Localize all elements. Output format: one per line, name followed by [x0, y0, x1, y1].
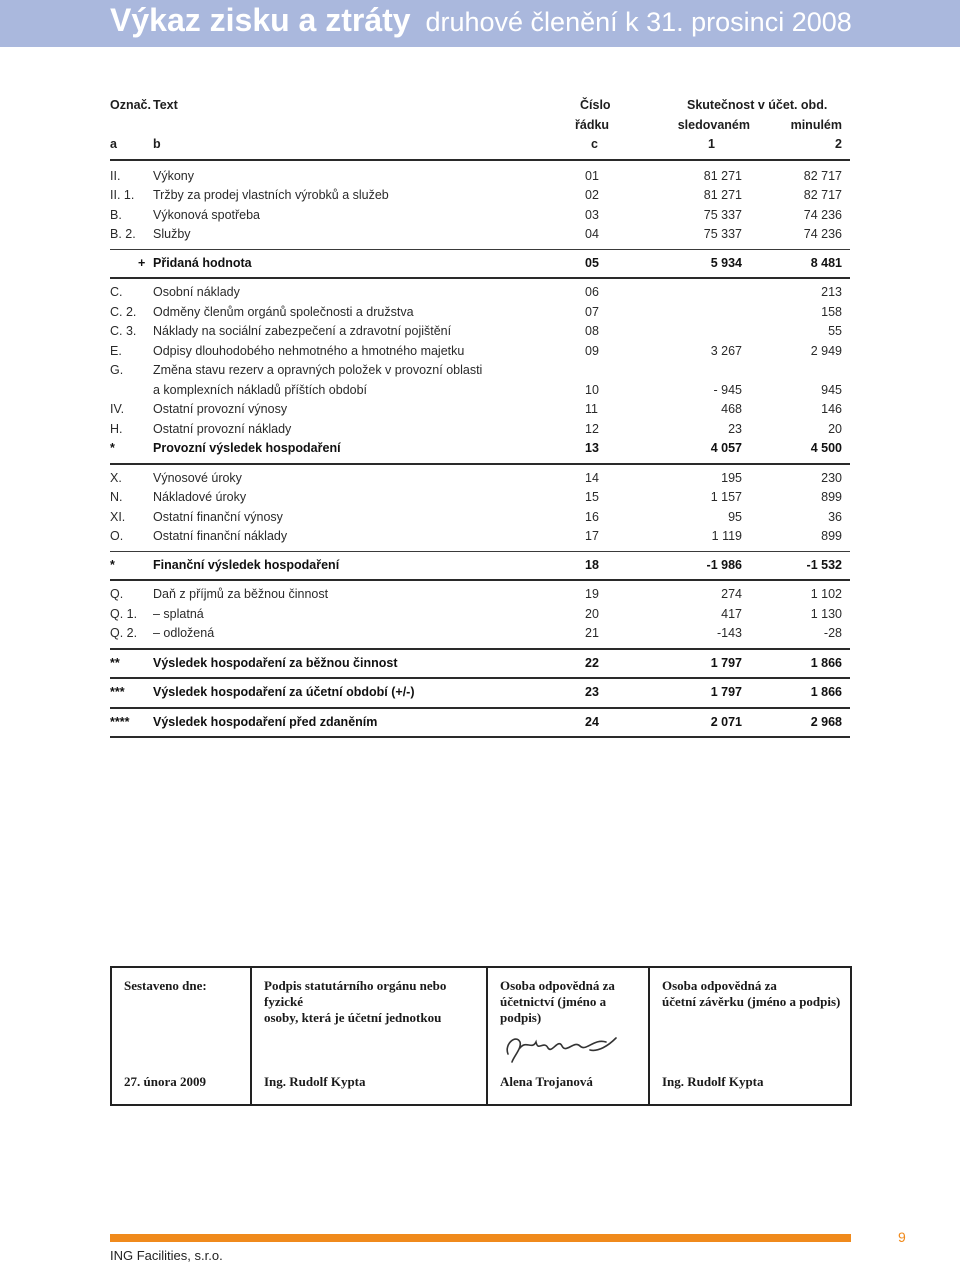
signature-col-closing — [648, 968, 850, 1104]
col-number-2: 2 — [835, 137, 842, 151]
table-row — [110, 303, 850, 323]
row-number: 14 — [585, 470, 599, 485]
closing-label — [662, 978, 840, 1010]
table-row — [110, 361, 850, 381]
row-current: 1 119 — [711, 529, 742, 543]
signature-box — [110, 966, 852, 1106]
row-previous: 20 — [828, 421, 842, 436]
row-mark: E. — [110, 343, 122, 358]
row-number: 03 — [585, 207, 599, 222]
row-number: 02 — [585, 188, 599, 202]
row-number: 19 — [585, 587, 599, 601]
row-mark: **** — [110, 714, 130, 729]
row-previous: 1 866 — [810, 655, 842, 670]
row-number: 04 — [585, 227, 599, 241]
row-current: 1 157 — [710, 490, 742, 504]
col-header-group: Skutečnost v účet. obd. — [687, 98, 828, 112]
row-number: 12 — [585, 421, 599, 436]
row-mark: * — [110, 557, 115, 572]
row-previous: 36 — [828, 509, 842, 524]
signature-col-date — [112, 968, 250, 1104]
statutory-name: Ing. Rudolf Kypta — [264, 1074, 366, 1089]
row-text: Náklady na sociální zabezpečení a zdravotní pojištění — [153, 324, 452, 338]
row-previous: 230 — [821, 470, 842, 485]
row-mark: X. — [110, 470, 122, 485]
row-text: Provozní výsledek hospodaření — [153, 441, 341, 455]
row-mark: B. 2. — [110, 227, 136, 241]
row-current: 81 271 — [703, 188, 742, 202]
col-header-mark: Označ. — [110, 98, 151, 112]
row-text: Finanční výsledek hospodaření — [153, 557, 340, 572]
row-number: 08 — [585, 324, 599, 338]
statutory-label-line: osoby, která je účetní jednotkou — [264, 1010, 442, 1025]
row-number: 15 — [585, 490, 599, 504]
row-mark: C. — [110, 285, 123, 299]
row-current: 417 — [721, 606, 742, 621]
accounting-label-line: podpis) — [500, 1010, 542, 1025]
date-value: 27. února 2009 — [124, 1074, 206, 1089]
row-current: 75 337 — [703, 207, 742, 222]
row-previous: 74 236 — [803, 227, 842, 241]
row-current: -1 986 — [706, 557, 742, 572]
table-row-total — [110, 254, 850, 274]
col-letter-a: a — [110, 137, 117, 151]
accounting-label-line: Osoba odpovědná za — [500, 978, 615, 993]
closing-label-line: Osoba odpovědná za — [662, 978, 777, 993]
row-text: Služby — [153, 227, 191, 241]
col-header-number: Číslo — [580, 98, 611, 112]
col-header-previous: minulém — [790, 117, 842, 132]
col-letter-c: c — [591, 137, 598, 151]
table-row — [110, 381, 850, 401]
row-previous: 945 — [821, 382, 842, 397]
row-current: - 945 — [713, 382, 742, 397]
table-header-row — [110, 116, 850, 136]
row-mark: N. — [110, 490, 123, 504]
table-row — [110, 585, 850, 605]
table-row — [110, 186, 850, 206]
row-text: Ostatní finanční výnosy — [153, 509, 283, 524]
row-mark: C. 3. — [110, 324, 137, 338]
row-text: – odložená — [153, 626, 215, 640]
closing-label-line: účetní závěrku (jméno a podpis) — [662, 994, 841, 1009]
table-row — [110, 342, 850, 362]
row-number: 07 — [585, 304, 599, 319]
row-text: a komplexních nákladů příštích období — [153, 382, 368, 397]
row-number: 06 — [585, 285, 599, 299]
divider — [110, 736, 850, 738]
row-mark: G. — [110, 363, 124, 377]
row-previous: 1 102 — [810, 587, 842, 601]
row-text: Změna stavu rezerv a opravných položek v provozní oblasti — [153, 363, 483, 377]
row-previous: 82 717 — [803, 188, 842, 202]
row-mark: II. — [110, 168, 121, 183]
accounting-name: Alena Trojanová — [500, 1074, 593, 1089]
row-current: 274 — [721, 587, 742, 601]
row-previous: 899 — [821, 529, 842, 543]
row-text: Tržby za prodej vlastních výrobků a služeb — [153, 188, 389, 202]
row-mark: H. — [110, 421, 123, 436]
row-previous: 2 968 — [810, 714, 842, 729]
row-text: Ostatní provozní náklady — [153, 421, 292, 436]
row-mark: Q. — [110, 587, 124, 601]
row-previous: 1 130 — [810, 606, 842, 621]
row-text: Výsledek hospodaření za účetní období (+/-) — [153, 685, 415, 699]
row-previous: 2 949 — [810, 343, 842, 358]
table-row — [110, 400, 850, 420]
row-current: -143 — [716, 626, 742, 640]
signature-col-accounting — [486, 968, 648, 1104]
row-current: 81 271 — [703, 168, 742, 183]
table-row — [110, 167, 850, 187]
row-text: Výsledek hospodaření před zdaněním — [153, 714, 378, 729]
title-subtitle: druhové členění k 31. prosinci 2008 — [425, 7, 852, 37]
col-number-1: 1 — [708, 137, 715, 151]
row-number: 09 — [585, 343, 599, 358]
row-current: 75 337 — [703, 227, 742, 241]
row-number: 10 — [585, 382, 599, 397]
row-previous: 1 866 — [810, 685, 842, 699]
table-row-total — [110, 713, 850, 733]
row-number: 01 — [585, 168, 599, 183]
table-row — [110, 206, 850, 226]
row-mark: IV. — [110, 402, 125, 416]
row-current: 23 — [728, 421, 742, 436]
row-number: 11 — [585, 402, 598, 416]
table-row — [110, 508, 850, 528]
row-text: Daň z příjmů za běžnou činnost — [153, 587, 329, 601]
row-current: 3 267 — [710, 343, 742, 358]
row-mark: *** — [110, 685, 125, 699]
row-mark: * — [110, 441, 115, 455]
accounting-label — [500, 978, 615, 1026]
row-current: 95 — [728, 509, 742, 524]
table-header-row — [110, 96, 850, 116]
accounting-label-line: účetnictví (jméno a — [500, 994, 607, 1009]
row-text: – splatná — [153, 606, 204, 621]
row-number: 22 — [585, 655, 599, 670]
table-row — [110, 605, 850, 625]
signature-col-statutory — [250, 968, 486, 1104]
row-current: 468 — [721, 402, 742, 416]
row-current: 1 797 — [710, 655, 742, 670]
row-text: Výkonová spotřeba — [153, 207, 261, 222]
row-previous: 146 — [821, 402, 842, 416]
statutory-label-line: Podpis statutárního orgánu nebo fyzické — [264, 978, 447, 1009]
closing-name: Ing. Rudolf Kypta — [662, 1074, 764, 1089]
row-current: 195 — [721, 470, 742, 485]
footer-accent-bar — [110, 1234, 851, 1242]
row-current: 4 057 — [710, 441, 742, 455]
row-current: 5 934 — [710, 255, 742, 270]
row-number: 21 — [585, 626, 599, 640]
row-previous: -1 532 — [806, 557, 842, 572]
row-number: 16 — [585, 509, 599, 524]
table-row — [110, 624, 850, 644]
row-previous: 158 — [821, 304, 842, 319]
row-previous: 55 — [828, 324, 842, 338]
col-letter-b: b — [153, 137, 161, 151]
row-previous: -28 — [823, 626, 842, 640]
row-text: Výkony — [153, 168, 194, 183]
row-number: 23 — [585, 685, 599, 699]
row-previous: 213 — [821, 285, 842, 299]
row-previous: 4 500 — [810, 441, 842, 455]
date-label: Sestaveno dne: — [124, 978, 207, 993]
row-text: Ostatní finanční náklady — [153, 529, 288, 543]
table-row-total — [110, 683, 850, 703]
table-row — [110, 225, 850, 245]
row-mark: II. 1. — [110, 188, 135, 202]
row-number: 17 — [585, 529, 599, 543]
row-text: Nákladové úroky — [153, 490, 247, 504]
row-number: 05 — [585, 255, 599, 270]
row-previous: 82 717 — [803, 168, 842, 183]
row-number: 24 — [585, 714, 599, 729]
row-mark: + — [138, 255, 146, 270]
table-row — [110, 283, 850, 303]
col-header-current: sledovaném — [677, 117, 750, 132]
row-current: 1 797 — [710, 685, 742, 699]
table-header-row — [110, 135, 850, 155]
row-previous: 8 481 — [810, 255, 842, 270]
row-previous: 899 — [821, 490, 842, 504]
row-number: 18 — [585, 557, 599, 572]
statutory-label — [264, 978, 486, 1026]
table-row-total — [110, 556, 850, 576]
row-text: Ostatní provozní výnosy — [153, 402, 288, 416]
table-row — [110, 469, 850, 489]
row-number: 20 — [585, 606, 599, 621]
row-mark: B. — [110, 207, 122, 222]
row-text: Odměny členům orgánů společnosti a družstva — [153, 304, 414, 319]
table-row — [110, 322, 850, 342]
row-mark: Q. 2. — [110, 626, 138, 640]
row-current: 2 071 — [710, 714, 742, 729]
row-mark: XI. — [110, 509, 126, 524]
row-mark: ** — [110, 655, 120, 670]
row-mark: C. 2. — [110, 304, 137, 319]
table-row-total — [110, 439, 850, 459]
row-mark: Q. 1. — [110, 606, 138, 621]
title-main: Výkaz zisku a ztráty — [110, 2, 411, 38]
company-name: ING Facilities, s.r.o. — [110, 1248, 223, 1263]
handwritten-signature — [502, 1026, 622, 1066]
row-text: Výnosové úroky — [153, 470, 242, 485]
table-row-total — [110, 654, 850, 674]
page-title — [110, 0, 852, 47]
row-number: 13 — [585, 441, 599, 455]
row-mark: O. — [110, 529, 124, 543]
row-previous: 74 236 — [803, 207, 842, 222]
col-header-number-sub: řádku — [575, 117, 610, 132]
row-text: Osobní náklady — [153, 285, 240, 299]
row-text: Výsledek hospodaření za běžnou činnost — [153, 655, 398, 670]
row-text: Odpisy dlouhodobého nehmotného a hmotného majetku — [153, 343, 465, 358]
page-number: 9 — [898, 1229, 906, 1245]
profit-loss-table — [110, 96, 850, 738]
row-text: Přidaná hodnota — [153, 255, 252, 270]
table-row — [110, 527, 850, 547]
table-row — [110, 420, 850, 440]
table-row — [110, 488, 850, 508]
col-header-text: Text — [153, 98, 178, 112]
